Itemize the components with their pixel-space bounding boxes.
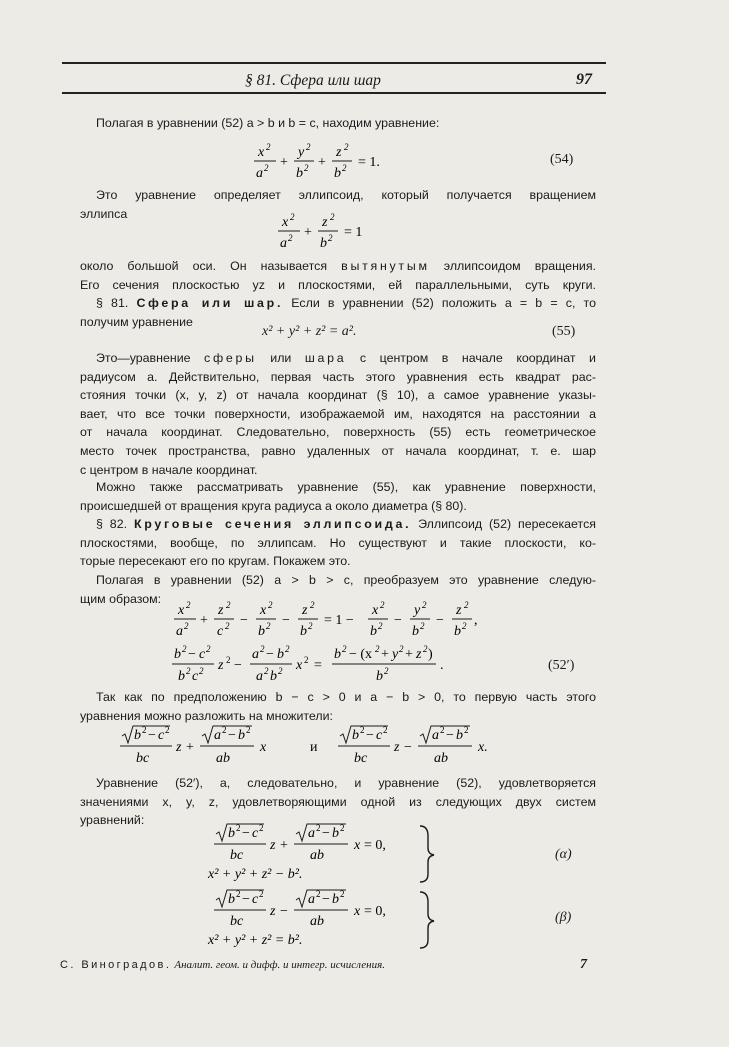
svg-text:2: 2: [342, 163, 347, 173]
svg-text:2: 2: [310, 600, 315, 610]
svg-text:2: 2: [225, 621, 230, 631]
svg-text:ab: ab: [434, 751, 448, 766]
paragraph-4-line: § 81. Сфера или шар. Если в уравнении (52) положить a = b = c, то: [96, 296, 596, 310]
svg-text:2: 2: [266, 142, 271, 152]
svg-text:= 1.: = 1.: [358, 155, 380, 170]
svg-text:b: b: [277, 647, 284, 662]
svg-text:2: 2: [268, 600, 273, 610]
paragraph-6: [80, 478, 596, 515]
svg-text:z: z: [270, 904, 276, 919]
paragraph-7-line: § 82. Круговые сечения эллипсоида. Эллипсоид (52) пересекается: [96, 517, 596, 531]
svg-text:2: 2: [264, 163, 269, 173]
svg-text:a: a: [432, 728, 439, 743]
term-prolate: вытянутым: [341, 259, 430, 273]
svg-text:b: b: [300, 624, 307, 639]
svg-text:2: 2: [399, 644, 404, 654]
svg-text:x: x: [258, 145, 265, 160]
paragraph-3: [80, 257, 596, 294]
paragraph-9-line: Так как по предположению b − c > 0 и a − b > 0, то первую часть этого: [96, 690, 596, 704]
svg-text:2: 2: [423, 644, 428, 654]
paragraph-8-line: щим образом:: [80, 591, 162, 606]
paragraph-2-line: эллипса: [80, 206, 128, 221]
svg-text:2: 2: [186, 666, 191, 676]
svg-text:x: x: [296, 658, 303, 673]
paragraph-7: [80, 515, 596, 571]
system-alpha-label: (α): [555, 847, 572, 862]
svg-text:bc: bc: [354, 751, 368, 766]
svg-text:2: 2: [260, 644, 265, 654]
svg-text:2: 2: [290, 212, 295, 222]
paragraph-8-line: Полагая в уравнении (52) a > b > c, преобразуем это уравнение следую-: [96, 573, 596, 587]
svg-text:z: z: [302, 603, 308, 618]
svg-text:−: −: [148, 728, 156, 743]
svg-text:b: b: [134, 728, 141, 743]
svg-text:b: b: [334, 647, 341, 662]
svg-text:x: x: [260, 603, 267, 618]
equation-55-number: (55): [552, 324, 576, 339]
svg-text:b: b: [270, 669, 277, 684]
svg-text:b: b: [370, 624, 377, 639]
svg-text:2: 2: [360, 725, 365, 735]
paragraph-5-line: стояния точки (x, y, z) от начала координат (§ 10), а самое уравнение указы-: [80, 388, 596, 403]
svg-text:c: c: [199, 647, 206, 662]
svg-text:−: −: [404, 740, 412, 755]
svg-text:2: 2: [380, 600, 385, 610]
paragraph-3-line: около большой оси. Он называется вытянутым эллипсоидом вращения.: [80, 259, 596, 273]
svg-text:2: 2: [288, 233, 293, 243]
svg-text:−: −: [234, 658, 242, 673]
svg-text:2: 2: [375, 644, 380, 654]
paragraph-5: [80, 349, 596, 479]
svg-text:x: x: [372, 603, 379, 618]
svg-text:2: 2: [383, 725, 388, 735]
svg-text:b: b: [228, 826, 235, 841]
term-ball: шара: [304, 351, 347, 365]
svg-text:−: −: [228, 728, 236, 743]
paragraph-9-line: уравнения можно разложить на множители:: [80, 708, 334, 723]
svg-text:c: c: [252, 826, 259, 841]
svg-text:= 0,: = 0,: [364, 904, 386, 919]
svg-text:b: b: [238, 728, 245, 743]
term-sphere: сферы: [204, 351, 257, 365]
svg-text:b: b: [332, 892, 339, 907]
svg-text:2: 2: [344, 142, 349, 152]
svg-text:+: +: [405, 647, 413, 662]
paragraph-7-line: плоскостями, вообще, по эллипсам. Но существуют и такие плоскости, ко-: [80, 535, 596, 550]
svg-text:c: c: [158, 728, 165, 743]
equation-54: [248, 140, 408, 184]
equation-transform-line-1: [168, 598, 528, 644]
svg-text:= 1: = 1: [344, 225, 363, 240]
paragraph-5-line: вает, что все точки поверхности, изображаемой им, находятся на расстоянии a: [80, 406, 596, 421]
svg-text:2: 2: [199, 666, 204, 676]
paragraph-2-line: Это уравнение определяет эллипсоид, который получается вращением: [96, 188, 596, 202]
svg-text:bc: bc: [136, 751, 150, 766]
svg-text:− (x: − (x: [349, 647, 373, 662]
factorization-expression: [118, 724, 538, 770]
svg-text:2: 2: [246, 725, 251, 735]
svg-text:2: 2: [259, 889, 264, 899]
svg-text:−: −: [242, 892, 250, 907]
running-head-title: § 81. Сфера или шар: [245, 72, 381, 89]
paragraph-5-line: с центром в начале координат.: [80, 462, 258, 477]
system-beta: [206, 888, 446, 950]
svg-text:2: 2: [342, 644, 347, 654]
header-bottom-rule: [62, 92, 606, 94]
svg-text:2: 2: [464, 600, 469, 610]
svg-text:2: 2: [464, 725, 469, 735]
svg-text:b: b: [376, 669, 383, 684]
svg-text:z: z: [336, 145, 342, 160]
svg-text:−: −: [266, 647, 274, 662]
svg-text:z: z: [270, 838, 276, 853]
svg-text:2: 2: [226, 655, 231, 665]
svg-text:+: +: [318, 155, 326, 170]
svg-text:b: b: [454, 624, 461, 639]
svg-text:2: 2: [236, 823, 241, 833]
svg-text:2: 2: [340, 823, 345, 833]
svg-text:b: b: [178, 669, 185, 684]
svg-text:−: −: [322, 826, 330, 841]
svg-text:−: −: [366, 728, 374, 743]
system-beta-line-2: x² + y² + z² = b².: [208, 933, 303, 948]
svg-text:2: 2: [226, 600, 231, 610]
svg-text:+: +: [280, 838, 288, 853]
paragraph-5-line: Это—уравнение сферы или шара с центром в начале координат и: [96, 351, 596, 365]
svg-text:a: a: [256, 669, 263, 684]
svg-text:y: y: [392, 647, 399, 662]
svg-text:2: 2: [378, 621, 383, 631]
svg-text:2: 2: [328, 233, 333, 243]
footer-sheet-number: 7: [580, 957, 587, 972]
svg-text:,: ,: [474, 613, 478, 628]
svg-text:2: 2: [440, 725, 445, 735]
svg-text:2: 2: [206, 644, 211, 654]
svg-text:+: +: [381, 647, 389, 662]
system-alpha: [206, 822, 446, 884]
svg-text:−: −: [188, 647, 196, 662]
equation-52-prime-number: (52′): [548, 658, 575, 673]
header-top-rule: [62, 62, 606, 64]
factorization-and: и: [310, 740, 318, 755]
svg-text:2: 2: [278, 666, 283, 676]
svg-text:x: x: [260, 740, 267, 755]
svg-text:y: y: [414, 603, 421, 618]
paragraph-5-line: от начала координат. Следовательно, поверхность (55) есть геометрическое: [80, 425, 596, 440]
svg-text:c: c: [376, 728, 383, 743]
svg-text:−: −: [394, 613, 402, 628]
svg-text:2: 2: [304, 655, 309, 665]
svg-text:2: 2: [384, 666, 389, 676]
svg-text:ab: ab: [310, 914, 324, 929]
svg-text:bc: bc: [230, 914, 244, 929]
equation-55: x² + y² + z² = a².: [262, 324, 357, 339]
svg-text:2: 2: [420, 621, 425, 631]
svg-text:bc: bc: [230, 848, 244, 863]
equation-52-prime: [168, 643, 468, 689]
svg-text:x: x: [354, 904, 361, 919]
svg-text:2: 2: [264, 666, 269, 676]
svg-text:2: 2: [304, 163, 309, 173]
svg-text:b: b: [352, 728, 359, 743]
svg-text:+: +: [200, 613, 208, 628]
svg-text:a: a: [308, 826, 315, 841]
svg-text:2: 2: [285, 644, 290, 654]
svg-text:a: a: [214, 728, 221, 743]
system-alpha-line-2: x² + y² + z² − b².: [208, 867, 303, 882]
paragraph-4-line: получим уравнение: [80, 314, 193, 329]
footer-book-title: Аналит. геом. и дифф. и интегр. исчисления.: [174, 959, 385, 971]
paragraph-9: [80, 688, 596, 725]
svg-text:2: 2: [422, 600, 427, 610]
svg-text:a: a: [280, 236, 287, 251]
svg-text:= 0,: = 0,: [364, 838, 386, 853]
svg-text:ab: ab: [216, 751, 230, 766]
svg-text:): ): [428, 647, 433, 662]
svg-text:b: b: [174, 647, 181, 662]
paragraph-1: [80, 114, 596, 133]
paragraph-5-line: радиусом a. Действительно, первая часть этого уравнения есть квадрат рас-: [80, 369, 596, 384]
paragraph-6-line: Можно также рассматривать уравнение (55), как уравнение поверхности,: [96, 480, 596, 494]
svg-text:b: b: [228, 892, 235, 907]
svg-text:2: 2: [184, 621, 189, 631]
svg-text:x: x: [282, 215, 289, 230]
equation-54-number: (54): [550, 152, 574, 167]
svg-text:−: −: [282, 613, 290, 628]
svg-text:a: a: [252, 647, 259, 662]
section-81-heading: Сфера или шар.: [136, 296, 284, 310]
svg-text:c: c: [192, 669, 199, 684]
svg-text:c: c: [217, 624, 224, 639]
system-beta-label: (β): [555, 910, 572, 925]
svg-text:=: =: [314, 658, 322, 673]
ellipse-equation: [272, 210, 382, 254]
paragraph-3-line: Его сечения плоскостью yz и плоскостями, ей параллельными, суть круги.: [80, 277, 596, 292]
paragraph-6-line: происшедшей от вращения круга радиуса a около диаметра (§ 80).: [80, 498, 467, 513]
svg-text:a: a: [308, 892, 315, 907]
svg-text:z: z: [394, 740, 400, 755]
svg-text:2: 2: [266, 621, 271, 631]
svg-text:+: +: [186, 740, 194, 755]
svg-text:−: −: [280, 904, 288, 919]
paragraph-10-line: уравнений:: [80, 813, 145, 828]
svg-text:2: 2: [165, 725, 170, 735]
svg-text:b: b: [320, 236, 327, 251]
svg-text:2: 2: [462, 621, 467, 631]
svg-text:2: 2: [308, 621, 313, 631]
svg-text:2: 2: [182, 644, 187, 654]
svg-text:a: a: [256, 166, 263, 181]
svg-text:b: b: [332, 826, 339, 841]
svg-text:2: 2: [236, 889, 241, 899]
svg-text:+: +: [280, 155, 288, 170]
svg-text:z: z: [456, 603, 462, 618]
footer-signature-line: [60, 959, 385, 971]
svg-text:x: x: [178, 603, 185, 618]
svg-text:b: b: [412, 624, 419, 639]
svg-text:2: 2: [330, 212, 335, 222]
svg-text:y: y: [298, 145, 305, 160]
svg-text:z: z: [218, 603, 224, 618]
svg-text:z: z: [322, 215, 328, 230]
svg-text:b: b: [296, 166, 303, 181]
svg-text:−: −: [242, 826, 250, 841]
page-number: 97: [576, 71, 592, 88]
svg-text:x: x: [354, 838, 361, 853]
svg-text:.: .: [440, 658, 444, 673]
section-82-heading: Круговые сечения эллипсоида.: [133, 517, 412, 531]
svg-text:z: z: [416, 647, 422, 662]
svg-text:a: a: [176, 624, 183, 639]
svg-text:= 1 −: = 1 −: [324, 613, 354, 628]
svg-text:ab: ab: [310, 848, 324, 863]
svg-text:z: z: [176, 740, 182, 755]
paragraph-10-line: значениями x, y, z, удовлетворяющими одной из следующих двух систем: [80, 794, 596, 809]
svg-text:2: 2: [316, 823, 321, 833]
svg-text:−: −: [436, 613, 444, 628]
paragraph-5-line: место точек пространства, равно удаленных от начала координат, т. е. шар: [80, 443, 596, 458]
svg-text:−: −: [322, 892, 330, 907]
paragraph-7-line: торые пересекают его по кругам. Покажем это.: [80, 554, 351, 569]
svg-text:2: 2: [222, 725, 227, 735]
svg-text:2: 2: [259, 823, 264, 833]
svg-text:b: b: [456, 728, 463, 743]
svg-text:b: b: [334, 166, 341, 181]
svg-text:2: 2: [340, 889, 345, 899]
svg-text:2: 2: [186, 600, 191, 610]
paragraph-1-line: Полагая в уравнении (52) a > b и b = c, находим уравнение:: [96, 116, 440, 130]
svg-text:+: +: [304, 225, 312, 240]
svg-text:−: −: [446, 728, 454, 743]
svg-text:−: −: [240, 613, 248, 628]
svg-text:2: 2: [142, 725, 147, 735]
svg-text:2: 2: [306, 142, 311, 152]
paragraph-10-line: Уравнение (52′), а, следовательно, и уравнение (52), удовлетворяется: [96, 776, 596, 790]
svg-text:x.: x.: [478, 740, 488, 755]
svg-text:b: b: [258, 624, 265, 639]
svg-text:2: 2: [316, 889, 321, 899]
svg-text:c: c: [252, 892, 259, 907]
footer-author: С. Виноградов.: [60, 959, 172, 971]
svg-text:z: z: [218, 658, 224, 673]
